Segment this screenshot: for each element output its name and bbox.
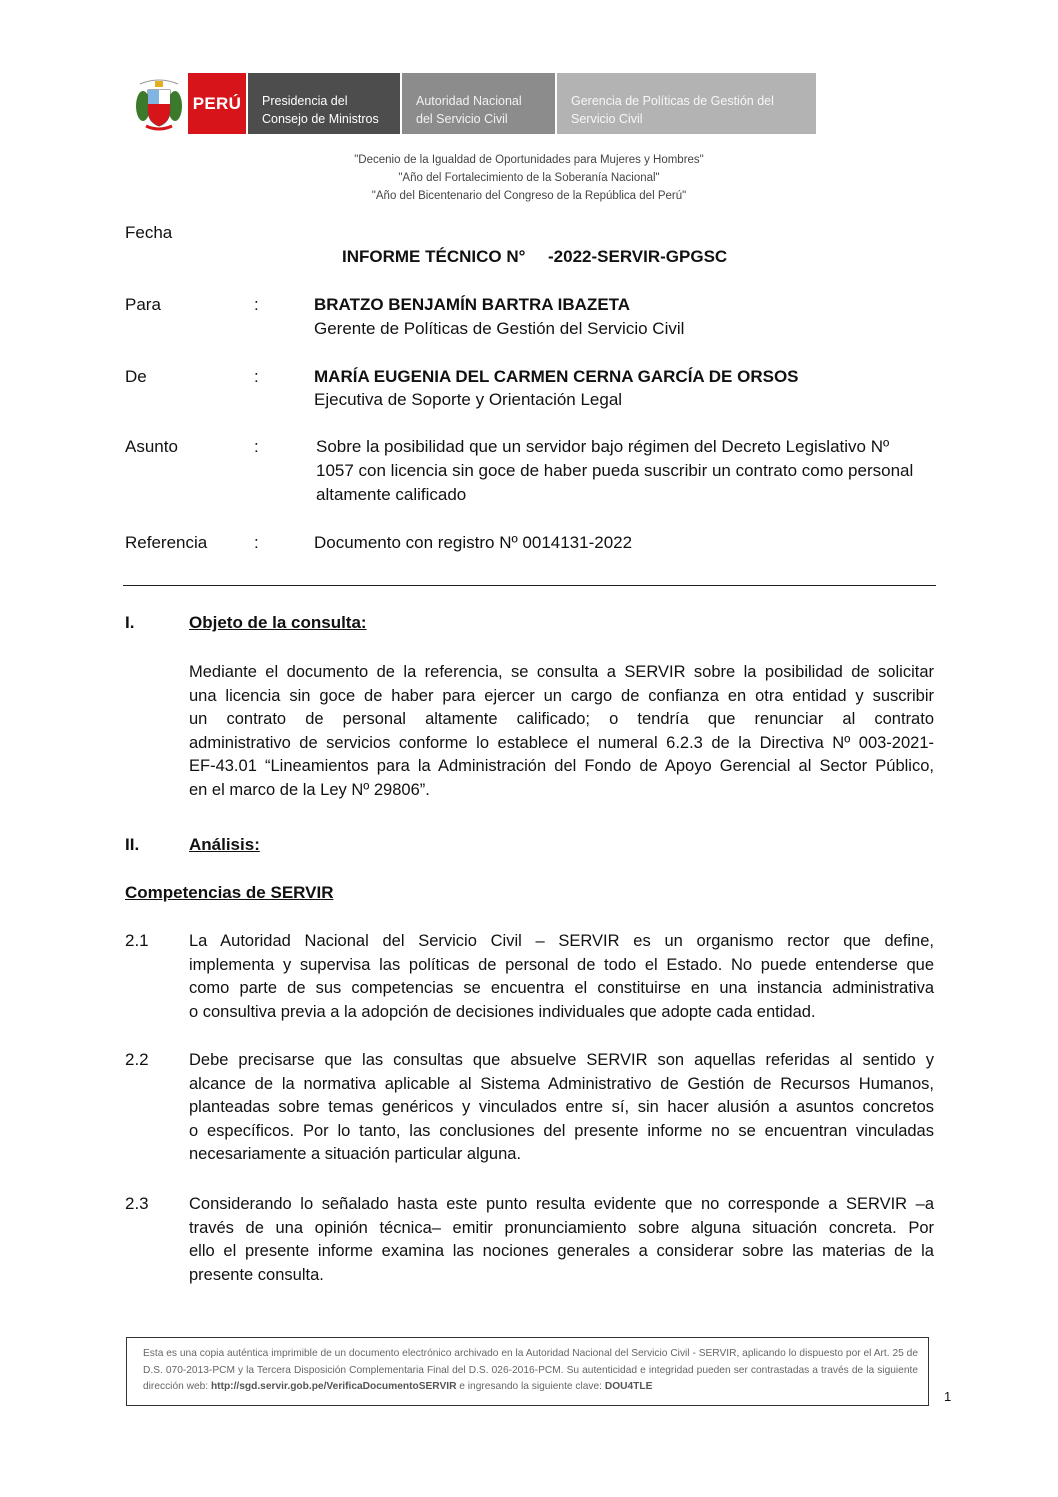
footer-text: Esta es una copia auténtica imprimible de un documento electrónico archivado en la Autoridad Nacional del Servicio Civil - SERVIR, aplicando lo dispuesto por el Art. 25 de D.S. 070-2013-PCM y la Tercera Disposición Complementaria Final del D.S. 026-2016-PCM. Su autenticidad e integridad pueden ser contrastadas a través de la siguiente dirección web: <box>143 1348 918 1392</box>
section-1-paragraph <box>189 661 934 802</box>
report-title: INFORME TÉCNICO N° <box>342 247 526 266</box>
paragraph-line: EF-43.01 “Lineamientos para la Administración del Fondo de Apoyo Gerencial al Sector Público, <box>189 757 934 775</box>
header-box-pcm <box>248 73 400 134</box>
paragraph-number: 2.1 <box>125 931 149 950</box>
section-number: II. <box>125 835 140 854</box>
header-box-line: Servicio Civil <box>571 112 643 126</box>
paragraph-2-1 <box>189 930 934 1024</box>
paragraph-line: o consultiva previa a la adopción de decisiones individuales que adopte cada entidad. <box>189 1002 816 1021</box>
authenticity-footer <box>126 1337 929 1406</box>
paragraph-line: alcance de la normativa aplicable al Sistema Administrativo de Gestión de Recursos Humanos, <box>189 1074 934 1093</box>
fecha-label: Fecha <box>125 223 173 242</box>
peru-logo: PERÚ <box>188 73 246 134</box>
paragraph-number: 2.3 <box>125 1194 149 1213</box>
asunto-line: 1057 con licencia sin goce de haber pueda suscribir un contrato como personal <box>316 461 914 480</box>
decree-line: "Año del Bicentenario del Congreso de la República del Perú" <box>371 190 687 202</box>
asunto-label: Asunto <box>125 437 178 456</box>
paragraph-line: en el marco de la Ley Nº 29806”. <box>189 780 430 799</box>
coat-of-arms-logo <box>134 76 184 134</box>
de-role: Ejecutiva de Soporte y Orientación Legal <box>314 390 623 409</box>
colon: : <box>254 367 259 386</box>
referencia-value: Documento con registro Nº 0014131-2022 <box>314 533 633 552</box>
report-title-suffix: -2022-SERVIR-GPGSC <box>548 247 728 266</box>
paragraph-line: Debe precisarse que las consultas que absuelve SERVIR son aquellas referidas al sentido y <box>189 1051 934 1069</box>
paragraph-line: o específicos. Por lo tanto, las conclusiones del presente informe no se encuentran vinculadas <box>189 1121 934 1140</box>
colon: : <box>254 437 259 456</box>
para-name: BRATZO BENJAMÍN BARTRA IBAZETA <box>314 295 631 314</box>
para-role: Gerente de Políticas de Gestión del Servicio Civil <box>314 319 685 338</box>
header-box-line: Autoridad Nacional <box>416 94 522 108</box>
page-number: 1 <box>944 1389 952 1404</box>
header-box-line: Gerencia de Políticas de Gestión del <box>571 94 774 108</box>
section-number: I. <box>125 613 135 632</box>
footer-text: e ingresando la siguiente clave: <box>456 1381 605 1392</box>
decree-line: "Año del Fortalecimiento de la Soberanía Nacional" <box>398 172 660 184</box>
de-name: MARÍA EUGENIA DEL CARMEN CERNA GARCÍA DE ORSOS <box>314 367 799 386</box>
paragraph-line: un contrato de personal altamente calificado; o tendría que renunciar al contrato <box>189 710 934 728</box>
divider <box>123 585 936 586</box>
para-label: Para <box>125 295 161 314</box>
paragraph-2-3 <box>189 1193 934 1287</box>
header-box-gpgsc <box>557 73 816 134</box>
paragraph-number: 2.2 <box>125 1050 149 1069</box>
decree-line: "Decenio de la Igualdad de Oportunidades para Mujeres y Hombres" <box>354 154 704 166</box>
subsection-title: Competencias de SERVIR <box>125 883 334 902</box>
verification-key: DOU4TLE <box>604 1381 653 1392</box>
referencia-label: Referencia <box>125 533 208 552</box>
asunto-line: Sobre la posibilidad que un servidor bajo régimen del Decreto Legislativo Nº <box>316 437 890 456</box>
verification-url[interactable]: http://sgd.servir.gob.pe/VerificaDocumentoSERVIR <box>210 1381 457 1392</box>
de-label: De <box>125 367 147 386</box>
header-box-line: Consejo de Ministros <box>262 112 379 126</box>
paragraph-line: presente consulta. <box>189 1265 324 1284</box>
paragraph-line: través de una opinión técnica– emitir pronunciamiento sobre alguna situación concreta. Por <box>189 1218 934 1237</box>
paragraph-line: como parte de sus competencias se encuentra el constituirse en una instancia administrativa <box>189 979 934 997</box>
paragraph-line: una licencia sin goce de haber para ejercer un cargo de confianza en otra entidad y suscribir <box>189 686 934 705</box>
paragraph-line: La Autoridad Nacional del Servicio Civil – SERVIR es un organismo rector que define, <box>189 932 934 950</box>
section-title: Objeto de la consulta: <box>189 613 367 632</box>
colon: : <box>254 533 259 552</box>
paragraph-line: Mediante el documento de la referencia, se consulta a SERVIR sobre la posibilidad de solicitar <box>189 663 934 681</box>
colon: : <box>254 295 259 314</box>
section-title: Análisis: <box>189 835 260 854</box>
header-box-line: Presidencia del <box>262 94 348 108</box>
paragraph-line: necesariamente a situación particular alguna. <box>189 1145 522 1163</box>
paragraph-2-2 <box>189 1049 934 1167</box>
asunto-line: altamente calificado <box>316 485 467 504</box>
paragraph-line: Considerando lo señalado hasta este punto resulta evidente que no corresponde a SERVIR –a <box>189 1195 934 1213</box>
paragraph-line: planteadas sobre temas genéricos y vinculados entre sí, sin hacer alusión a asuntos concretos <box>189 1098 934 1116</box>
header-box-servir <box>402 73 555 134</box>
paragraph-line: ello el presente informe examina las nociones generales a considerar sobre las materias de la <box>189 1242 934 1260</box>
paragraph-line: implementa y supervisa las políticas de personal de todo el Estado. No puede entenderse que <box>189 955 934 974</box>
header-box-line: del Servicio Civil <box>416 112 508 126</box>
paragraph-line: administrativo de servicios conforme lo establece el numeral 6.2.3 de la Directiva Nº 003-2021- <box>189 733 934 752</box>
